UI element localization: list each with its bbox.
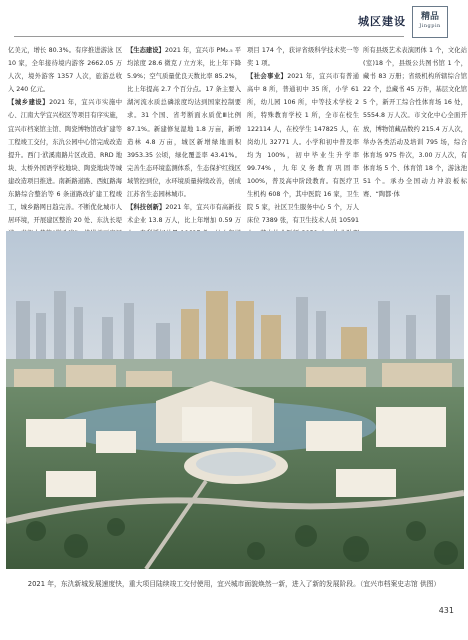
photo-caption: 2021 年，东氿新城发展速度快，重大项目陆续竣工交付使用，宜兴城市面貌焕然一新，进入了新的发展阶段。（宜兴市档案史志馆 供图） xyxy=(27,580,441,588)
paragraph: 项目 174 个，获评省级科学技术奖一等奖 1 项。 xyxy=(247,47,359,68)
jingpin-logo xyxy=(412,6,448,38)
section-title: 城区建设 xyxy=(358,15,406,28)
section-heading: 【生态建设】 xyxy=(127,47,165,54)
paragraph: 所有县级艺术表演团体 1 个，文化站(室)18 个，县级公共图书馆 1 个，藏书 83 万册；省级机构所辖综合馆 22 个，总藏书 45 万件，基层文化馆 5 个，新开工综合性体育场 16 处，5554.8 万人次。市文化中心全面开放，博物馆藏品数约 215.4 万人次，举办各类活动及培训 795 场，综合体育场 975 件次，3.00 万人次，有体育场 5 个、体育馆 18 个，游泳池 51 个。承办全国动力冲浪板标赛、“陶都·体 xyxy=(363,47,467,199)
paragraph: 2021 年，宜兴市实施中心、江南大学宜兴校区等项目有序实施，宜兴市档案馆主馆、陶瓷博物馆改扩建等工程竣工交付，东氿公园中心馆完成改造提升。西门·洑溪南路片区改造、RRD 地块、太桥外国语学校地块、陶瓷地块等城建改造项目推进。南新路道路、西虹路海东路综合整治等 6 条道路改扩建工程竣工，城乡路网日趋完善。不断优化城市人居环境，开展建区整治 20 处、东氿长堤 xyxy=(8,99,123,225)
page-number: 431 xyxy=(438,606,454,615)
paragraph: 2021 年，宜兴市有高新技术企业 13.8 万人，比上年增加 0.59 万 xyxy=(127,204,241,225)
section-heading: 【城乡建设】 xyxy=(8,99,50,107)
section-heading: 【社会事业】 xyxy=(247,73,288,81)
paragraph: 2021 年，宜兴市有普通高中 8 所，普通初中 35 所，小学 61 所，幼儿园 106 所，中等技术学校 2 所，特殊教育学校 1 所，全市在校生 122114 人，在校学生 147825 人，在岗幼儿 32771 人。小学和初中普及率均为 100%，初中毕业生升学率 99.74%，九年义务教育巩固率 100%，普及高中阶段教育。有医疗卫生机构 608 个，其中医院 16 家，卫生院 5 家，社区卫生服务中心 5 个，万人床位 7389 张，有卫生技术人员 10591 xyxy=(247,73,360,225)
paragraph: 2021 年，宜兴市 PM₂.₅ 平均浓度 28.6 微克 / 立方米，比上年下降 5.9%；空气质量优良天数比率 85.2%，比上年提高 2.7 个百分点。17 条主要入湖河流水质总磷浓度均达到国家控制要求。31 个国、省考断面水质优Ⅲ比例 87.1%。新建修复湿地 1.8 万亩，新增造林 4.8 万亩，城区新增绿地面积 3953.35 公顷，绿化覆盖率 43.41%。完善生态环境监测体系，生态保护红线区域管控到位，水环境质量持续改善，创成江苏省生态园林城市。 xyxy=(127,47,242,199)
logo-text: 精品 xyxy=(420,12,439,22)
text-column-4 xyxy=(363,44,467,201)
city-aerial-photo xyxy=(6,231,464,569)
logo-subtext: Jingpin xyxy=(419,23,441,29)
paragraph: 亿美元，增长 80.3%。有序推进游泳 区 10 家，全年接待境内游客 2662.05 万人次，境外游客 1357 人次，旅游总收入 240 亿元。 xyxy=(8,47,122,94)
header-rule xyxy=(14,36,404,37)
section-heading: 【科技创新】 xyxy=(127,204,166,212)
